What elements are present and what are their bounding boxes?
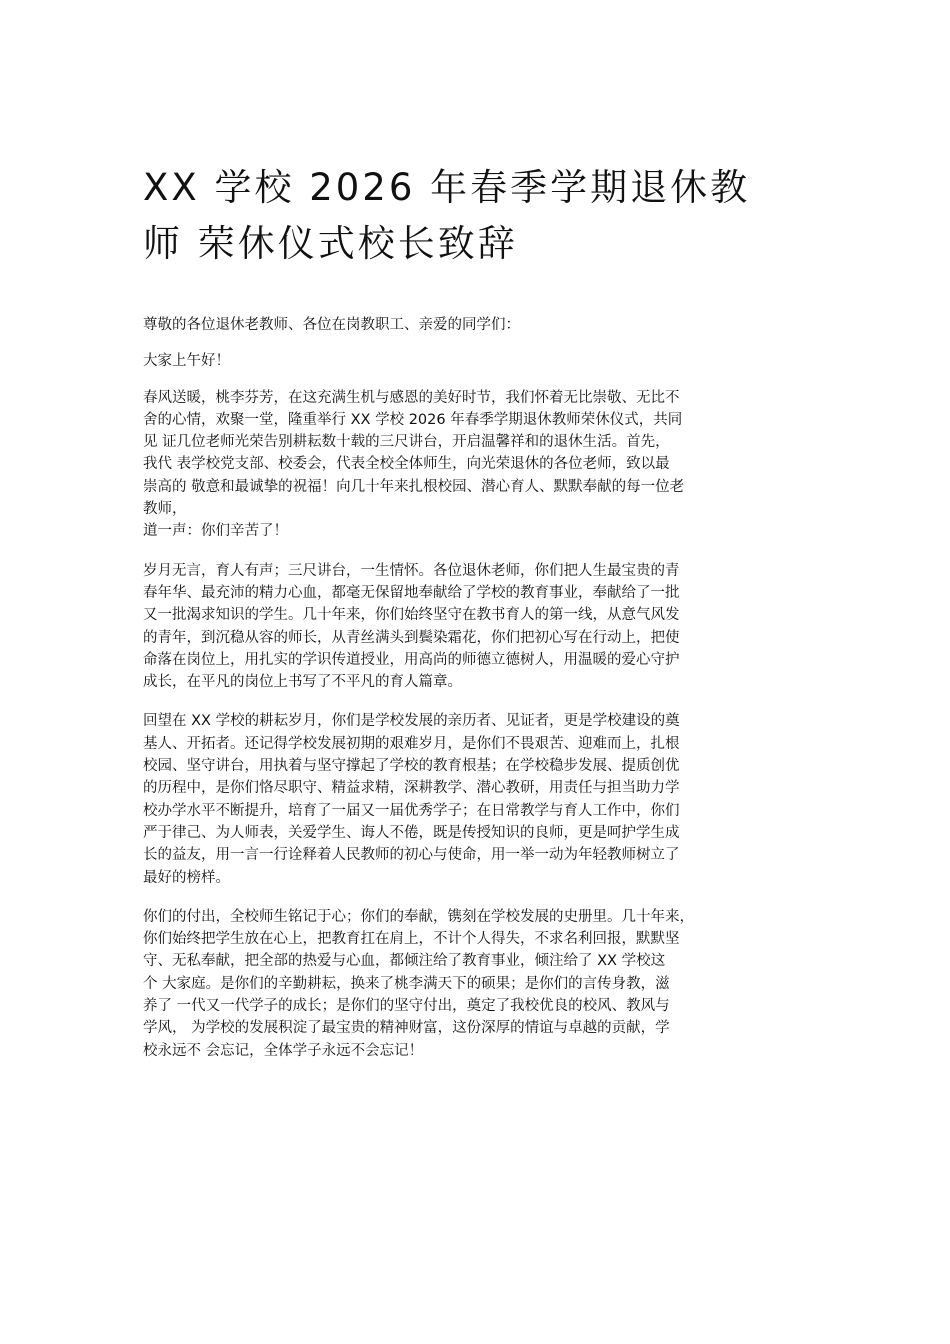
text-line: 见 证几位老师光荣告别耕耘数十载的三尺讲台，开启温馨祥和的退休生活。首先， xyxy=(143,434,670,451)
title-line: 师 荣休仪式校长致辞 xyxy=(143,222,518,265)
text-line: 养了 一代又一代学子的成长；是你们的坚守付出，奠定了我校优良的校风、教风与 xyxy=(143,998,670,1015)
text-line: 的历程中，是你们恪尽职守、精益求精，深耕教学、潜心教研，用责任与担当助力学 xyxy=(143,780,680,797)
opening-paragraph xyxy=(143,350,843,372)
text-line: 教师， xyxy=(143,501,187,518)
text-line: 尊敬的各位退休老教师、各位在岗教职工、亲爱的同学们： xyxy=(143,317,520,333)
text-line: 校永远不 会忘记，全体学子永远不会忘记！ xyxy=(143,1042,424,1059)
text-line: 校园、坚守讲台，用执着与坚守撑起了学校的教育根基；在学校稳步发展、提质创优 xyxy=(143,758,680,775)
text-line: 命落在岗位上，用扎实的学识传道授业，用高尚的师德立德树人，用温暖的爱心守护 xyxy=(143,651,680,668)
text-line: 长的益友，用一言一行诠释着人民教师的初心与使命，用一举一动为年轻教师树立了 xyxy=(143,847,680,864)
greeting-paragraph xyxy=(143,314,843,336)
body-paragraph-2 xyxy=(143,560,843,694)
text-line: 回望在 XX 学校的耕耘岁月，你们是学校发展的亲历者、见证者，更是学校建设的奠 xyxy=(143,713,680,730)
text-line: 学风， 为学校的发展积淀了最宝贵的精神财富，这份深厚的情谊与卓越的贡献，学 xyxy=(143,1020,670,1037)
text-line: 的青年，到沉稳从容的师长，从青丝满头到鬓染霜花，你们把初心写在行动上，把使 xyxy=(143,629,680,646)
text-line: 严于律己、为人师表，关爱学生、诲人不倦，既是传授知识的良师，更是呵护学生成 xyxy=(143,824,680,841)
text-line: 你们始终把学生放在心上，把教育扛在肩上，不计个人得失，不求名利回报，默默坚 xyxy=(143,931,680,948)
text-line: 舍的心情，欢聚一堂，隆重举行 XX 学校 2026 年春季学期退休教师荣休仪式，共同 xyxy=(143,411,683,428)
document-title xyxy=(143,160,823,272)
body-paragraph-1 xyxy=(143,387,843,543)
text-line: 道一声：你们辛苦了！ xyxy=(143,523,288,540)
body-paragraph-3 xyxy=(143,710,843,888)
text-line: 我代 表学校党支部、校委会，代表全校全体师生，向光荣退休的各位老师，致以最 xyxy=(143,456,670,473)
text-line: 春年华、最充沛的精力心血，都毫无保留地奉献给了学校的教育事业，奉献给了一批 xyxy=(143,584,680,601)
document-body xyxy=(143,314,843,1079)
text-line: 基人、开拓者。还记得学校发展初期的艰难岁月，是你们不畏艰苦、迎难而上，扎根 xyxy=(143,735,680,752)
text-line: 春风送暖，桃李芬芳，在这充满生机与感恩的美好时节，我们怀着无比崇敬、无比不 xyxy=(143,389,680,406)
text-line: 守、无私奉献，把全部的热爱与心血，都倾注给了教育事业，倾注给了 XX 学校这 xyxy=(143,953,666,970)
text-line: 岁月无言，育人有声；三尺讲台，一生情怀。各位退休老师，你们把人生最宝贵的青 xyxy=(143,562,680,579)
text-line: 成长，在平凡的岗位上书写了不平凡的育人篇章。 xyxy=(143,674,462,691)
body-paragraph-4 xyxy=(143,906,843,1062)
text-line: 你们的付出，全校师生铭记于心；你们的奉献，镌刻在学校发展的史册里。几十年来， xyxy=(143,908,694,925)
text-line: 校办学水平不断提升，培育了一届又一届优秀学子；在日常教学与育人工作中，你们 xyxy=(143,802,680,819)
text-line: 又一批渴求知识的学生。几十年来，你们始终坚守在教书育人的第一线，从意气风发 xyxy=(143,607,680,624)
text-line: 最好的榜样。 xyxy=(143,869,230,886)
text-line: 大家上午好！ xyxy=(143,353,230,370)
text-line: 崇高的 敬意和最诚挚的祝福！向几十年来扎根校园、潜心育人、默默奉献的每一位老 xyxy=(143,478,685,495)
title-line: XX 学校 2026 年春季学期退休教 xyxy=(143,166,751,209)
text-line: 个 大家庭。是你们的辛勤耕耘，换来了桃李满天下的硕果；是你们的言传身教，滋 xyxy=(143,975,670,992)
